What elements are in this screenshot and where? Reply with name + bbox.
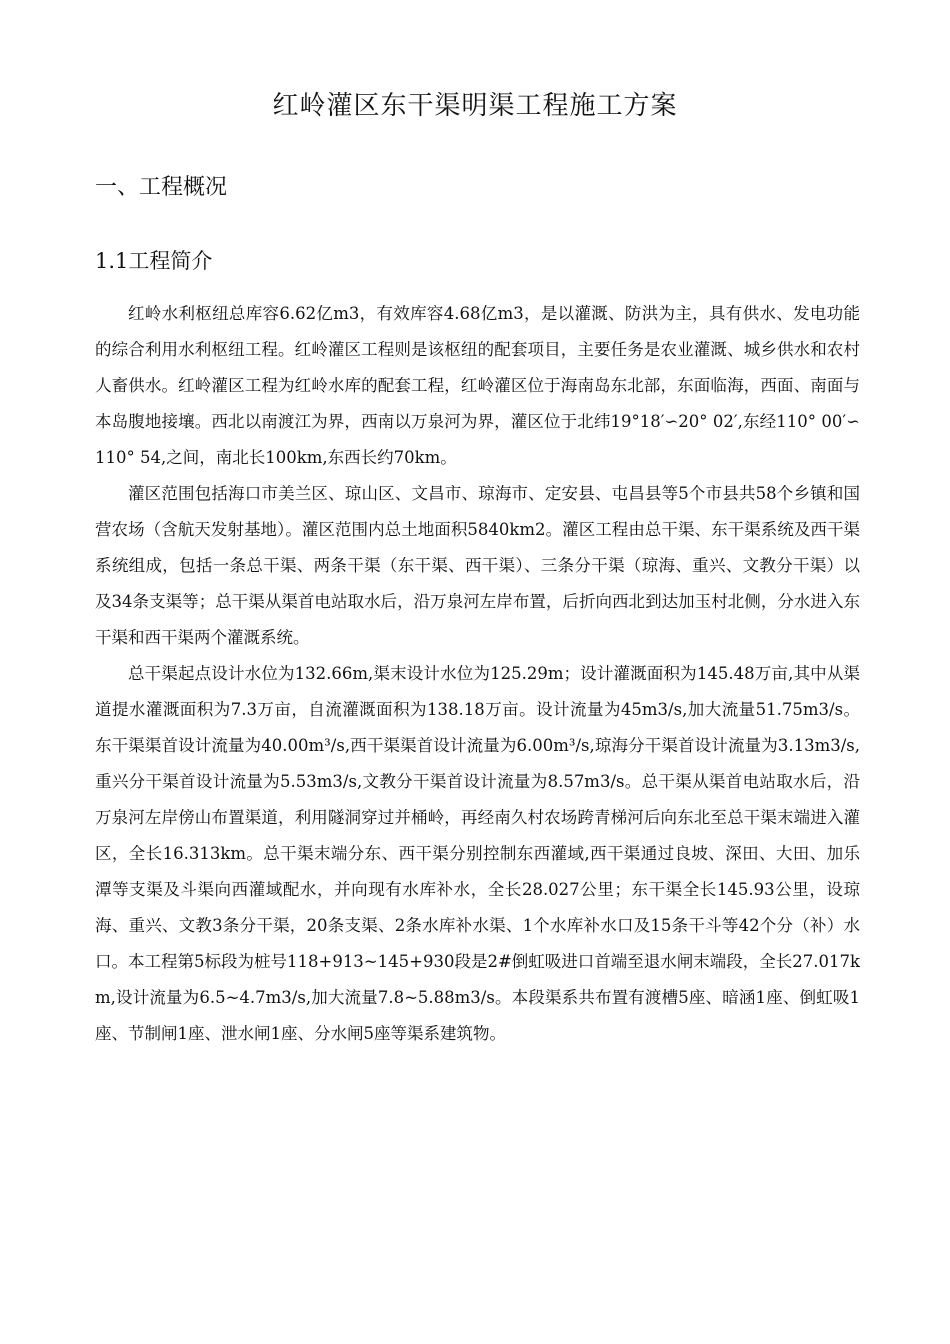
paragraph: 总干渠起点设计水位为132.66m,渠末设计水位为125.29m；设计灌溉面积为145.48万亩,其中从渠道提水灌溉面积为7.3万亩，自流灌溉面积为138.18万亩。设计流量为45m3/s,加大流量51.75m3/s。东干渠渠首设计流量为40.00m³/s,西干渠渠首设计流量为6.00m³/s,琼海分干渠首设计流量为3.13m3/s,重兴分干渠首设计流量为5.53m3/s,文教分干渠首设计流量为8.57m3/s。总干渠从渠首电站取水后，沿万泉河左岸傍山布置渠道，利用隧洞穿过并桶岭，再经南久村农场跨青梯河后向东北至总干渠末端进入灌区，全长16.313km。总干渠末端分东、西干渠分别控制东西灌域,西干渠通过良坡、深田、大田、加乐潭等支渠及斗渠向西灌域配水，并向现有水库补水，全长28.027公里；东干渠全长145.93公里，设琼海、重兴、文教3条分干渠，20条支渠、2条水库补水渠、1个水库补水口及15条干斗等42个分（补）水口。本工程第5标段为桩号118+913~145+930段是2#倒虹吸进口首端至退水闸末端段，全长27.017km,设计流量为6.5~4.7m3/s,加大流量7.8~5.88m3/s。本段渠系共布置有渡槽5座、暗涵1座、倒虹吸1座、节制闸1座、泄水闸1座、分水闸5座等渠系建筑物。	[95, 664, 861, 1043]
paragraph: 红岭水利枢纽总库容6.62亿m3，有效库容4.68亿m3，是以灌溉、防洪为主，具有供水、发电功能的综合利用水利枢纽工程。红岭灌区工程则是该枢纽的配套项目，主要任务是农业灌溉、城乡供水和农村人畜供水。红岭灌区工程为红岭水库的配套工程，红岭灌区位于海南岛东北部，东面临海，西面、南面与本岛腹地接壤。西北以南渡江为界，西南以万泉河为界，灌区位于北纬19°18′∽20° 02′,东经110° 00′∽110° 54,之间，南北长100km,东西长约70km。	[95, 304, 860, 467]
body-text	[95, 296, 860, 1052]
section-heading: 一、工程概况	[95, 175, 228, 200]
document-title: 红岭灌区东干渠明渠工程施工方案	[272, 91, 678, 121]
paragraph: 灌区范围包括海口市美兰区、琼山区、文昌市、琼海市、定安县、屯昌县等5个市县共58个乡镇和国营农场（含航天发射基地）。灌区范围内总土地面积5840km2。灌区工程由总干渠、东干渠系统及西干渠系统组成，包括一条总干渠、两条干渠（东干渠、西干渠）、三条分干渠（琼海、重兴、文教分干渠）以及34条支渠等；总干渠从渠首电站取水后，沿万泉河左岸布置，后折向西北到达加玉村北侧，分水进入东干渠和西干渠两个灌溉系统。	[95, 484, 860, 647]
subsection-heading: 1.1工程简介	[95, 249, 213, 273]
